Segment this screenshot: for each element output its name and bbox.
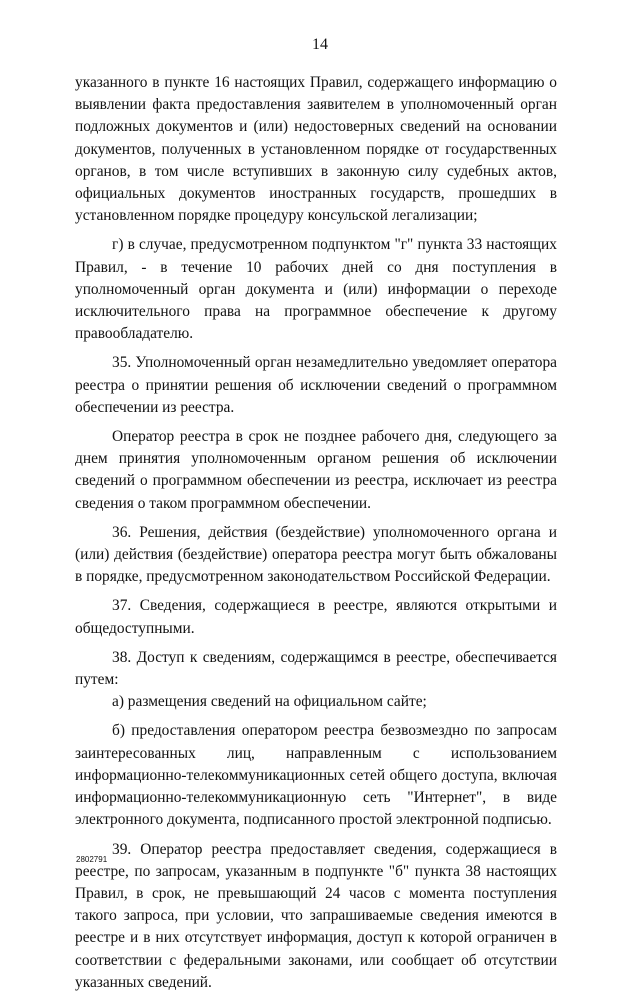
paragraph-continuation: указанного в пункте 16 настоящих Правил, содержащего информацию о выявлении факта предоставления заявителем в уполномоченный орган подложных документов и (или) недостоверных сведений на основании документов, полученных в установленном порядке от государственных органов, в том числе вступивших в законную силу судебных актов, официальных документов иностранных государств, прошедших в установленном порядке процедуру консульской легализации; xyxy=(75,74,557,225)
document-body xyxy=(75,72,557,1001)
paragraph-37: 37. Сведения, содержащиеся в реестре, являются открытыми и общедоступными. xyxy=(75,597,557,637)
document-code: 2802791 xyxy=(76,855,108,864)
paragraph-38-item-a: а) размещения сведений на официальном сайте; xyxy=(112,693,427,711)
paragraph-39: 39. Оператор реестра предоставляет сведения, содержащиеся в реестре, по запросам, указанным в подпункте "б" пункта 38 настоящих Правил, в срок, не превышающий 24 часов с момента поступления такого запроса, при условии, что запрашиваемые сведения имеются в реестре и в них отсутствует информация, доступ к которой ограничен в соответствии с федеральными законами, или сообщает об отсутствии указанных сведений. xyxy=(75,840,557,991)
paragraph-36: 36. Решения, действия (бездействие) уполномоченного органа и (или) действия (бездействие) оператора реестра могут быть обжалованы в порядке, предусмотренном законодательством Российской Федерации. xyxy=(75,523,557,586)
paragraph-35: 35. Уполномоченный орган незамедлительно уведомляет оператора реестра о принятии решения об исключении сведений о программном обеспечении из реестра. xyxy=(75,354,557,416)
paragraph-38-item-b: б) предоставления оператором реестра безвозмездно по запросам заинтересованных лиц, направленным с использованием информационно-телекоммуникационных сетей общего доступа, включая информационно-телекоммуникационную сеть "Интернет", в виде электронного документа, подписанного простой электронной подписью. xyxy=(75,722,557,829)
paragraph-subitem-g: г) в случае, предусмотренном подпунктом "г" пункта 33 настоящих Правил, - в течение 10 рабочих дней со дня поступления в уполномоченный орган документа и (или) информации о переходе исключительного права на программное обеспечение к другому правообладателю. xyxy=(75,236,557,343)
paragraph-38: 38. Доступ к сведениям, содержащимся в реестре, обеспечивается путем: xyxy=(75,648,557,689)
page-number: 14 xyxy=(312,36,328,53)
paragraph-35-registry-operator: Оператор реестра в срок не позднее рабочего дня, следующего за днем принятия уполномоченным органом решения об исключении сведений о программном обеспечении из реестра, исключает из реестра сведения о таком программном обеспечении. xyxy=(75,428,557,512)
